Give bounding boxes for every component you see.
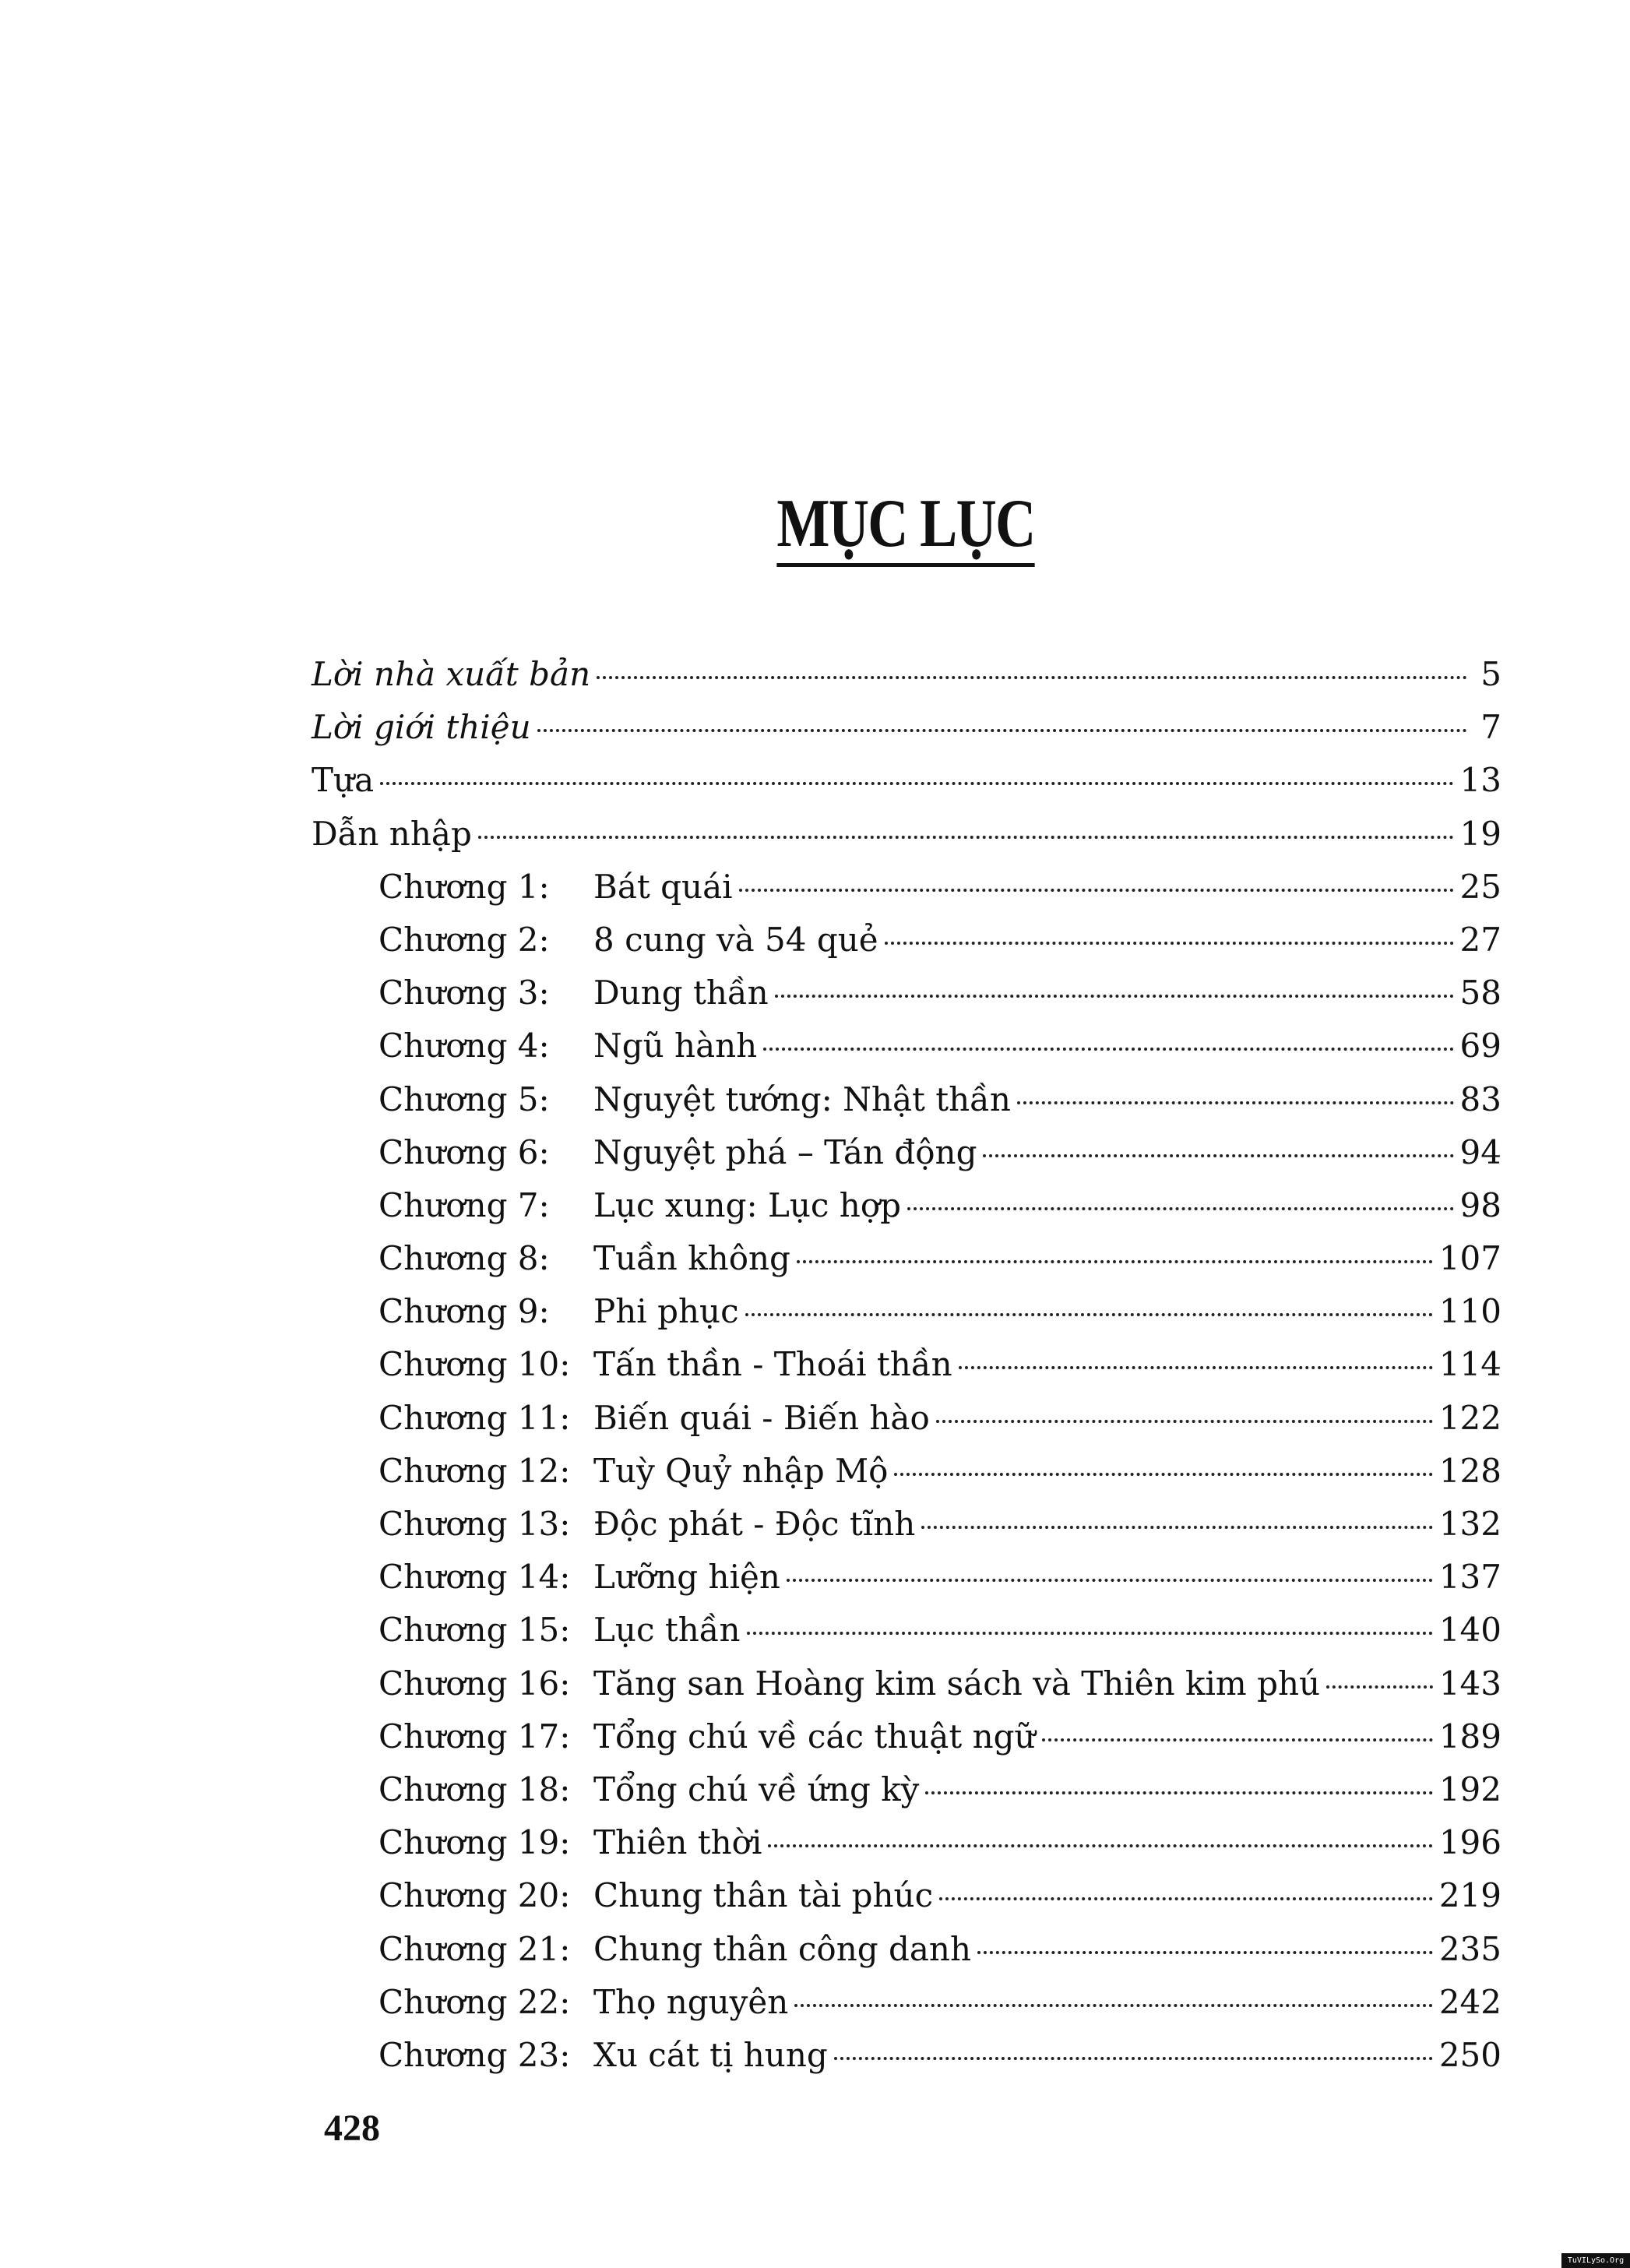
toc-entry-chapter[interactable] xyxy=(312,1763,1502,1816)
toc-entry-chapter[interactable] xyxy=(312,1392,1502,1445)
dot-leader xyxy=(907,1207,1454,1210)
dot-leader xyxy=(747,1632,1433,1635)
chapter-label: Chương 19: xyxy=(378,1823,571,1862)
toc-entry-chapter[interactable] xyxy=(312,1604,1502,1657)
chapter-label: Chương 22: xyxy=(378,1982,571,2021)
toc-entry-chapter[interactable] xyxy=(312,861,1502,914)
toc-entry-page: 143 xyxy=(1438,1664,1502,1703)
toc-entry-title: Nguyệt phá – Tán động xyxy=(593,1132,977,1171)
toc-entry-title: Lưỡng hiện xyxy=(593,1558,780,1597)
chapter-label: Chương 7: xyxy=(378,1185,550,1224)
toc-entry-page: 19 xyxy=(1459,814,1502,853)
chapter-label: Chương 10: xyxy=(378,1345,571,1384)
dot-leader xyxy=(745,1313,1433,1316)
toc-entry-front-matter[interactable] xyxy=(312,648,1502,701)
toc-entry-page: 250 xyxy=(1438,2035,1502,2074)
page-number: 428 xyxy=(324,2108,380,2149)
chapter-label: Chương 8: xyxy=(378,1239,550,1278)
toc-entry-chapter[interactable] xyxy=(312,1126,1502,1179)
dot-leader xyxy=(939,1897,1433,1900)
toc-entry-title: Tuỳ Quỷ nhập Mộ xyxy=(593,1451,889,1490)
toc-entry-page: 5 xyxy=(1480,655,1502,693)
toc-entry-page: 196 xyxy=(1438,1823,1502,1862)
dot-leader xyxy=(537,729,1467,732)
dot-leader xyxy=(936,1420,1433,1423)
toc-entry-page: 98 xyxy=(1459,1185,1502,1224)
toc-entry-title: Thọ nguyên xyxy=(593,1982,789,2021)
chapter-label: Chương 6: xyxy=(378,1132,550,1171)
chapter-label: Chương 21: xyxy=(378,1929,571,1968)
toc-entry-chapter[interactable] xyxy=(312,2029,1502,2082)
toc-entry-page: 140 xyxy=(1438,1611,1502,1650)
toc-entry-title: Nguyệt tướng: Nhật thần xyxy=(593,1079,1011,1118)
toc-entry-chapter[interactable] xyxy=(312,1551,1502,1604)
toc-entry-title: Độc phát - Độc tĩnh xyxy=(593,1505,916,1543)
page-title-text: MỤC LỤC xyxy=(776,485,1034,567)
toc-entry-page: 7 xyxy=(1480,708,1502,747)
chapter-label: Chương 4: xyxy=(378,1027,550,1065)
toc-entry-page: 219 xyxy=(1438,1876,1502,1915)
toc-entry-chapter[interactable] xyxy=(312,967,1502,1020)
toc-entry-chapter[interactable] xyxy=(312,1976,1502,2029)
toc-entry-front-matter[interactable] xyxy=(312,701,1502,754)
dot-leader xyxy=(787,1579,1433,1582)
toc-entry-title: Tấn thần - Thoái thần xyxy=(593,1345,952,1384)
toc-entry-page: 192 xyxy=(1438,1770,1502,1808)
dot-leader xyxy=(925,1791,1432,1794)
chapter-label: Chương 23: xyxy=(378,2035,571,2074)
chapter-label: Chương 20: xyxy=(378,1876,571,1915)
dot-leader xyxy=(1017,1101,1454,1104)
dot-leader xyxy=(763,1048,1453,1051)
toc-entry-chapter[interactable] xyxy=(312,1445,1502,1498)
toc-entry-title: Xu cát tị hung xyxy=(593,2035,828,2074)
toc-entry-page: 110 xyxy=(1438,1292,1502,1331)
dot-leader xyxy=(739,889,1454,892)
chapter-label: Chương 2: xyxy=(378,920,550,959)
toc-entry-page: 128 xyxy=(1438,1451,1502,1490)
dot-leader xyxy=(1042,1738,1433,1742)
toc-entry-title: Thiên thời xyxy=(593,1823,762,1862)
dot-leader xyxy=(1326,1685,1433,1689)
toc-entry-page: 69 xyxy=(1459,1027,1502,1065)
chapter-label: Chương 15: xyxy=(378,1611,571,1650)
toc-entry-page: 189 xyxy=(1438,1717,1502,1756)
chapter-label: Chương 1: xyxy=(378,867,550,906)
toc-entry-front-matter[interactable] xyxy=(312,808,1502,861)
toc-entry-title: Dẫn nhập xyxy=(312,814,472,853)
chapter-label: Chương 9: xyxy=(378,1292,550,1331)
toc-entry-chapter[interactable] xyxy=(312,1179,1502,1232)
toc-entry-chapter[interactable] xyxy=(312,1020,1502,1072)
toc-entry-chapter[interactable] xyxy=(312,914,1502,967)
dot-leader xyxy=(794,2004,1433,2007)
toc-entry-chapter[interactable] xyxy=(312,1657,1502,1710)
toc-entry-chapter[interactable] xyxy=(312,1232,1502,1285)
watermark: TuVILySo.Org xyxy=(1561,2253,1630,2268)
toc-entry-title: Lục thần xyxy=(593,1611,741,1650)
toc-entry-chapter[interactable] xyxy=(312,1923,1502,1976)
toc-entry-page: 137 xyxy=(1438,1558,1502,1597)
dot-leader xyxy=(597,676,1467,679)
toc-entry-page: 25 xyxy=(1459,867,1502,906)
toc-entry-title: Bát quái xyxy=(593,867,733,906)
toc-entry-chapter[interactable] xyxy=(312,1498,1502,1551)
chapter-label: Chương 5: xyxy=(378,1079,550,1118)
toc-entry-chapter[interactable] xyxy=(312,1073,1502,1126)
toc-entry-title: Tổng chú về các thuật ngữ xyxy=(593,1717,1036,1756)
chapter-label: Chương 18: xyxy=(378,1770,571,1808)
page-title xyxy=(163,481,1499,567)
toc-entry-title: Chung thân tài phúc xyxy=(593,1876,934,1915)
chapter-label: Chương 3: xyxy=(378,974,550,1012)
toc-entry-page: 242 xyxy=(1438,1982,1502,2021)
chapter-label: Chương 11: xyxy=(378,1398,571,1437)
toc-entry-title: Phi phục xyxy=(593,1292,739,1331)
toc-entry-title: Dung thần xyxy=(593,974,769,1012)
dot-leader xyxy=(977,1951,1433,1954)
dot-leader xyxy=(768,1844,1432,1847)
dot-leader xyxy=(894,1473,1432,1476)
toc-entry-chapter[interactable] xyxy=(312,1285,1502,1338)
toc-entry-chapter[interactable] xyxy=(312,1710,1502,1763)
toc-entry-title: 8 cung và 54 quẻ xyxy=(593,920,878,959)
toc-entry-title: Lời giới thiệu xyxy=(312,708,531,747)
dot-leader xyxy=(959,1366,1433,1369)
toc-entry-page: 27 xyxy=(1459,920,1502,959)
toc-entry-title: Ngũ hành xyxy=(593,1027,758,1065)
table-of-contents xyxy=(312,648,1502,2082)
toc-entry-title: Tựa xyxy=(312,761,375,800)
toc-entry-page: 107 xyxy=(1438,1239,1502,1278)
toc-entry-title: Tăng san Hoàng kim sách và Thiên kim phú xyxy=(593,1664,1321,1703)
dot-leader xyxy=(921,1526,1433,1529)
toc-entry-title: Tổng chú về ứng kỳ xyxy=(593,1770,920,1808)
dot-leader xyxy=(775,995,1454,998)
toc-entry-page: 83 xyxy=(1459,1079,1502,1118)
toc-entry-title: Lục xung: Lục hợp xyxy=(593,1185,902,1224)
chapter-label: Chương 14: xyxy=(378,1558,571,1597)
toc-entry-page: 58 xyxy=(1459,974,1502,1012)
toc-entry-page: 235 xyxy=(1438,1929,1502,1968)
toc-entry-page: 13 xyxy=(1459,761,1502,800)
toc-entry-page: 114 xyxy=(1438,1345,1502,1384)
toc-entry-title: Chung thân công danh xyxy=(593,1929,972,1968)
chapter-label: Chương 13: xyxy=(378,1505,571,1543)
toc-entry-front-matter[interactable] xyxy=(312,754,1502,807)
toc-entry-chapter[interactable] xyxy=(312,1869,1502,1922)
toc-entry-chapter[interactable] xyxy=(312,1816,1502,1869)
toc-entry-page: 94 xyxy=(1459,1132,1502,1171)
dot-leader xyxy=(983,1154,1453,1157)
toc-entry-chapter[interactable] xyxy=(312,1338,1502,1391)
dot-leader xyxy=(797,1260,1433,1263)
dot-leader xyxy=(834,2057,1433,2060)
dot-leader xyxy=(885,942,1454,945)
dot-leader xyxy=(380,782,1453,785)
chapter-label: Chương 17: xyxy=(378,1717,571,1756)
toc-entry-title: Biến quái - Biến hào xyxy=(593,1398,930,1437)
chapter-label: Chương 12: xyxy=(378,1451,571,1490)
toc-entry-page: 122 xyxy=(1438,1398,1502,1437)
toc-entry-title: Lời nhà xuất bản xyxy=(312,655,591,693)
dot-leader xyxy=(478,836,1454,839)
chapter-label: Chương 16: xyxy=(378,1664,571,1703)
toc-entry-title: Tuần không xyxy=(593,1239,790,1278)
toc-entry-page: 132 xyxy=(1438,1505,1502,1543)
